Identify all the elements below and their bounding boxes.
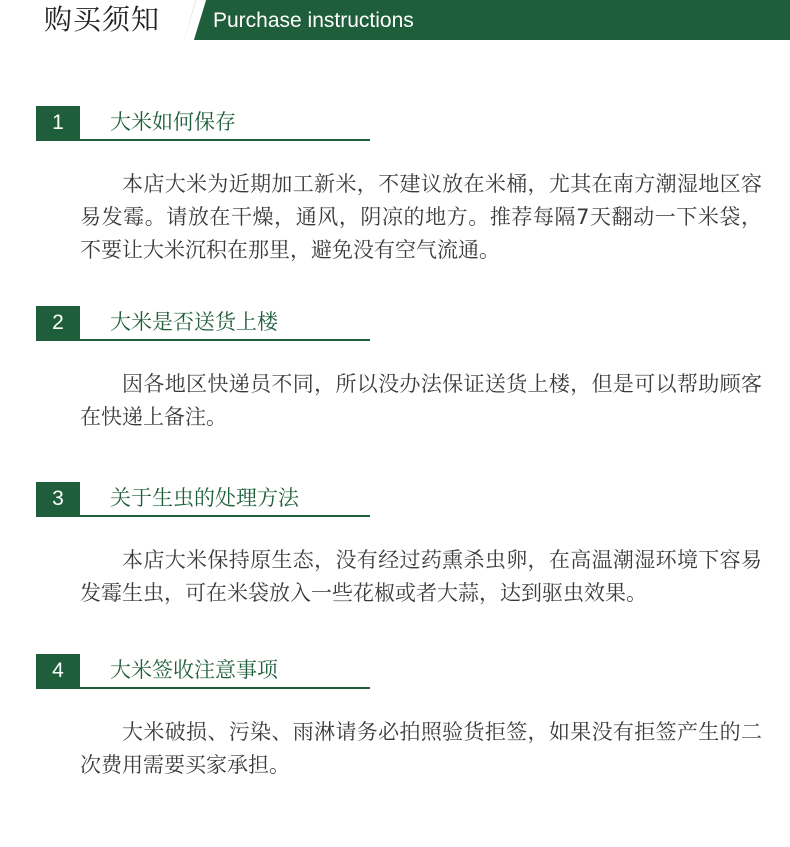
section-body: 本店大米保持原生态，没有经过药熏杀虫卵，在高温潮湿环境下容易发霉生虫，可在米袋放入一些花椒或者大蒜，达到驱虫效果。 (80, 548, 762, 605)
section-body: 大米破损、污染、雨淋请务必拍照验货拒签，如果没有拒签产生的二次费用需要买家承担。 (80, 720, 762, 777)
section-underline (36, 515, 370, 517)
section-body: 本店大米为近期加工新米，不建议放在米桶，尤其在南方潮湿地区容易发霉。请放在干燥，通风，阴凉的地方。推荐每隔7天翻动一下米袋，不要让大米沉积在那里，避免没有空气流通。 (80, 172, 762, 262)
section-number-badge: 1 (36, 106, 80, 139)
section-heading (36, 654, 370, 690)
header-title-en: Purchase instructions (213, 9, 414, 32)
header-banner (0, 0, 790, 40)
header-title-cn: 购买须知 (44, 3, 161, 36)
section-heading (36, 106, 370, 142)
section-underline (36, 339, 370, 341)
section-number-badge: 4 (36, 654, 80, 687)
section-number-badge: 3 (36, 482, 80, 515)
section-underline (36, 139, 370, 141)
section-title: 关于生虫的处理方法 (110, 486, 299, 510)
section-title: 大米是否送货上楼 (110, 310, 278, 334)
section-body: 因各地区快递员不同，所以没办法保证送货上楼，但是可以帮助顾客在快递上备注。 (80, 372, 762, 429)
section-heading (36, 482, 370, 518)
section-title: 大米如何保存 (110, 110, 236, 134)
section-number-badge: 2 (36, 306, 80, 339)
section-title: 大米签收注意事项 (110, 658, 278, 682)
section-underline (36, 687, 370, 689)
section-heading (36, 306, 370, 342)
